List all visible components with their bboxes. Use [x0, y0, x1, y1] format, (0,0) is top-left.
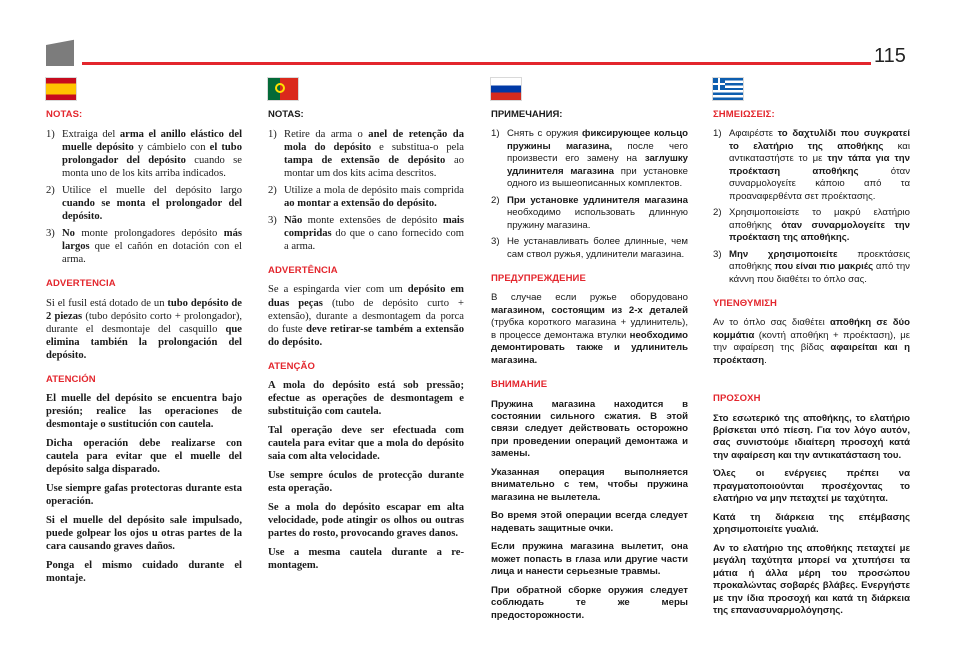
warning-text [268, 283, 464, 348]
warning-text [713, 317, 910, 367]
caution-paragraph: Указанная операция выполняется внимательно с тем, чтобы пружина магазина не вылетела. [491, 466, 688, 503]
list-item [491, 195, 688, 232]
warning-text [491, 292, 688, 367]
bold-run: deve retirar-se também a extensão do depósito. [268, 323, 464, 348]
bold-run: ao montar a extensão do depósito. [284, 197, 437, 209]
list-text [284, 128, 464, 180]
bold-run: mais compridas [284, 214, 464, 239]
text-run: προεκτάσεις αποθήκης [729, 248, 910, 273]
list-text [729, 128, 910, 203]
list-item [713, 207, 910, 244]
list-text [507, 236, 688, 261]
bold-run: el tubo prolongador del depósito [62, 141, 242, 166]
list-number: 2) [713, 207, 722, 219]
bold-run: το δαχτυλίδι που συγκρατεί το ελατήριο της αποθήκης [729, 128, 910, 152]
text-run: Se a espingarda vier com um [268, 284, 408, 296]
text-run: (tubo depósito corto + prolongador), durante el desmontaje del casquillo [46, 310, 242, 335]
page-number: 115 [874, 45, 906, 67]
text-run: monte prolongadores depósito [74, 227, 224, 239]
list-number: 3) [46, 227, 55, 239]
list-text [284, 214, 464, 253]
list-number: 2) [46, 184, 55, 196]
bold-run: que elimina también la prolongación del depósito. [46, 323, 242, 361]
bold-run: необходимо демонтировать также и удлинитель магазина. [491, 329, 688, 366]
text-run: όταν συναρμολογείτε κάποιο από τα προαναφερθέντα σετ προέκτασης. [729, 165, 910, 202]
notes-heading: ПРИМЕЧАНИЯ: [491, 109, 563, 120]
list-number: 1) [46, 128, 55, 140]
text-run: από την κάννη που διαθέτει το όπλο σας. [729, 261, 910, 285]
text-run: cuando se monta uno de los kits arriba indicados. [62, 154, 242, 179]
caution-paragraph: Если пружина магазина вылетит, она может попасть в глаза или другие части лица и нанести серьезные травмы. [491, 541, 688, 578]
list-number: 2) [268, 184, 277, 196]
caution-paragraph: Use a mesma cautela durante a remontagem. [268, 547, 464, 572]
text-run: (tubo de depósito curto + extensão), durante a desmontagem da porca do fuste [268, 297, 464, 335]
bold-run: При установке удлинителя магазина [507, 194, 688, 206]
spain-flag-icon [46, 78, 76, 100]
caution-paragraph: Αν το ελατήριο της αποθήκης πεταχτεί με μεγάλη ταχύτητα μπορεί να χτυπήσει τα μάτια ή άλλα μέρη του προσώπου προκαλώντας σοβαρές βλάβες. Ενεργήστε με την ίδια προσοχή και κατά τη διάρκεια της επανασυναρμολόγησης. [713, 542, 910, 617]
bold-run: tampa de extensão de depósito [284, 154, 446, 166]
caution-heading: ВНИМАНИЕ [491, 379, 548, 391]
list-number: 1) [268, 128, 277, 140]
text-run: Retire da arma o [284, 128, 369, 140]
caution-block [46, 392, 242, 585]
notes-heading: NOTAS: [268, 109, 304, 120]
list-text [62, 227, 242, 266]
text-run: Αφαιρέστε [729, 128, 778, 140]
text-run: Χρησιμοποιείστε το μακρύ ελατήριο αποθήκης [729, 207, 910, 231]
warning-text [46, 297, 242, 362]
caution-heading: ΠΡΟΣΟΧΗ [713, 393, 761, 405]
text-run: Utilize a mola de depósito mais comprida [284, 184, 464, 196]
list-item [491, 128, 688, 190]
text-run: do que o cano fornecido com a arma. [284, 227, 464, 252]
list-item [46, 227, 242, 266]
bold-run: No [62, 227, 75, 239]
caution-block [268, 379, 464, 572]
warning-heading: ADVERTENCIA [46, 277, 116, 289]
caution-paragraph: Si el muelle del depósito sale impulsado, puede golpear los ojos u otras partes de la cara causando graves daños. [46, 515, 242, 553]
text-run: В случае если ружье оборудовано [491, 292, 688, 304]
notes-list [713, 128, 910, 286]
bold-run: αποθήκη σε δύο κομμάτια [713, 317, 910, 341]
caution-paragraph: При обратной сборке оружия следует соблюдать те же меры предосторожности. [491, 584, 688, 621]
column-portuguese [268, 78, 464, 578]
text-run: monte extensões de depósito [302, 214, 443, 226]
bold-run: фиксирующее кольцо пружины магазина, [507, 128, 688, 152]
caution-paragraph: Όλες οι ενέργειες πρέπει να πραγματοποιούνται προσέχοντας το ελατήριο να μην πεταχτεί με ταχύτητα. [713, 468, 910, 505]
bold-run: arma el anillo elástico del muelle depósito [62, 128, 243, 153]
text-run: que el cañón en dotación con el arma. [62, 240, 242, 265]
list-text [62, 184, 242, 223]
list-text [729, 207, 910, 244]
header-rule [82, 62, 871, 65]
text-run: после чего произвести его замену на [507, 140, 688, 165]
list-item [713, 128, 910, 203]
bold-run: anel de retenção da mola do depósito [284, 128, 464, 153]
bold-run: Μην χρησιμοποιείτε [729, 248, 838, 260]
text-run: Снять с оружия [507, 128, 583, 140]
text-run: Utilice el muelle del depósito largo [62, 184, 242, 196]
bold-run: depósito em duas peças [268, 284, 464, 309]
list-number: 1) [713, 128, 722, 140]
portugal-flag-icon [268, 78, 298, 100]
list-item [46, 128, 242, 180]
text-run: . [764, 354, 767, 366]
caution-paragraph: Κατά τη διάρκεια της επέμβασης χρησιμοποιείτε γυαλιά. [713, 511, 910, 536]
caution-paragraph: Tal operação deve ser efectuada com cautela para evitar que a mola do depósito saia com alta velocidade. [268, 425, 464, 463]
text-run: e substitua-o pela [371, 141, 464, 153]
list-number: 3) [713, 248, 722, 260]
caution-paragraph: A mola do depósito está sob pressão; efectue as operações de desmontagem e substituição com cautela. [268, 380, 464, 418]
caution-paragraph: Ponga el mismo cuidado durante el montaje. [46, 560, 242, 585]
warning-heading: ADVERTÊNCIA [268, 264, 338, 276]
text-run: ao montar um dos kits acima descritos. [284, 154, 464, 179]
text-run: (трубка короткого магазина + удлинитель), в процессе демонтажа втулки [491, 317, 688, 341]
russia-flag-icon [491, 78, 521, 100]
bold-run: магазином, состоящим из 2-х деталей [491, 304, 688, 316]
notes-list [491, 128, 688, 261]
caution-block [713, 413, 910, 618]
caution-paragraph: Se a mola do depósito escapar em alta velocidade, pode atingir os olhos ou outras partes do rosto, provocando graves danos. [268, 502, 464, 540]
notes-heading: ΣΗΜΕΙΩΣΕΙΣ: [713, 109, 775, 120]
caution-paragraph: Пружина магазина находится в состоянии сильного сжатия. В этой связи следует действовать осторожно при проведении операций демонтажа и замены. [491, 398, 688, 460]
bold-run: όταν συναρμολογείτε την προέκταση της αποθήκης. [729, 219, 910, 244]
text-run: Extraiga del [62, 128, 120, 140]
text-run: необходимо использовать длинную пружину магазина. [507, 207, 688, 231]
caution-heading: ATENCIÓN [46, 373, 96, 385]
list-number: 1) [491, 128, 500, 140]
notes-heading: NOTAS: [46, 109, 83, 120]
notes-list [46, 128, 242, 266]
caution-paragraph: Dicha operación debe realizarse con cautela para evitar que el muelle del depósito salga disparado. [46, 438, 242, 476]
bold-run: που είναι πιο μακριές [774, 261, 874, 273]
list-item [268, 184, 464, 210]
list-text [507, 195, 688, 232]
list-item [268, 128, 464, 180]
bold-run: αφαιρείται και η προέκταση [713, 342, 911, 366]
text-run: Si el fusil está dotado de un [46, 297, 168, 309]
column-spanish [46, 78, 242, 591]
list-text [729, 249, 910, 286]
bold-run: tubo depósito de 2 piezas [46, 297, 243, 322]
list-item [268, 214, 464, 253]
text-run: (κοντή αποθήκη + προέκταση), με την αφαίρεση της βίδας [713, 329, 910, 354]
list-text [507, 128, 688, 190]
bold-run: την τάπα για την προέκταση αποθήκης [729, 153, 910, 177]
warning-heading: ΥΠΕΝΘΥΜΙΣΗ [713, 297, 777, 309]
list-number: 2) [491, 194, 500, 206]
caution-block [491, 399, 688, 623]
brand-logo [46, 38, 74, 66]
bold-run: заглушку удлинителя магазина [507, 153, 688, 177]
caution-paragraph: Use sempre óculos de protecção durante esta operação. [268, 470, 464, 495]
list-item [46, 184, 242, 223]
notes-list [268, 128, 464, 253]
greece-flag-icon [713, 78, 743, 100]
list-item [713, 249, 910, 286]
text-run: y cámbielo con [133, 141, 210, 153]
list-number: 3) [491, 236, 500, 248]
warning-heading: ПРЕДУПРЕЖДЕНИЕ [491, 273, 586, 285]
bold-run: cuando se monta el prolongador del depósito. [62, 197, 242, 222]
column-greek [713, 78, 910, 624]
text-run: και αντικαταστήστε το με [729, 140, 910, 165]
text-run: при установке одного из вышеописанных комплектов. [507, 165, 688, 190]
caution-paragraph: El muelle del depósito se encuentra bajo presión; realice las operaciones de desmontaje o sustitución con cautela. [46, 393, 242, 431]
caution-paragraph: Use siempre gafas protectoras durante esta operación. [46, 483, 242, 508]
bold-run: Não [284, 214, 303, 226]
list-item [491, 236, 688, 261]
list-text [284, 184, 464, 210]
bold-run: más largos [62, 227, 242, 252]
text-run: Αν το όπλο σας διαθέτει [713, 317, 830, 329]
list-text [62, 128, 242, 180]
text-run: Не устанавливать более длинные, чем сам ствол ружья, удлинители магазина. [507, 236, 688, 260]
list-number: 3) [268, 214, 277, 226]
caution-heading: ATENÇÃO [268, 360, 315, 372]
column-russian [491, 78, 688, 628]
caution-paragraph: Во время этой операции всегда следует надевать защитные очки. [491, 510, 688, 534]
caution-paragraph: Στο εσωτερικό της αποθήκης, το ελατήριο βρίσκεται υπό πίεση. Για τον λόγο αυτόν, σας συνιστούμε ιδιαίτερη προσοχή κατά την αφαίρεση και την αντικατάσταση του. [713, 412, 910, 461]
